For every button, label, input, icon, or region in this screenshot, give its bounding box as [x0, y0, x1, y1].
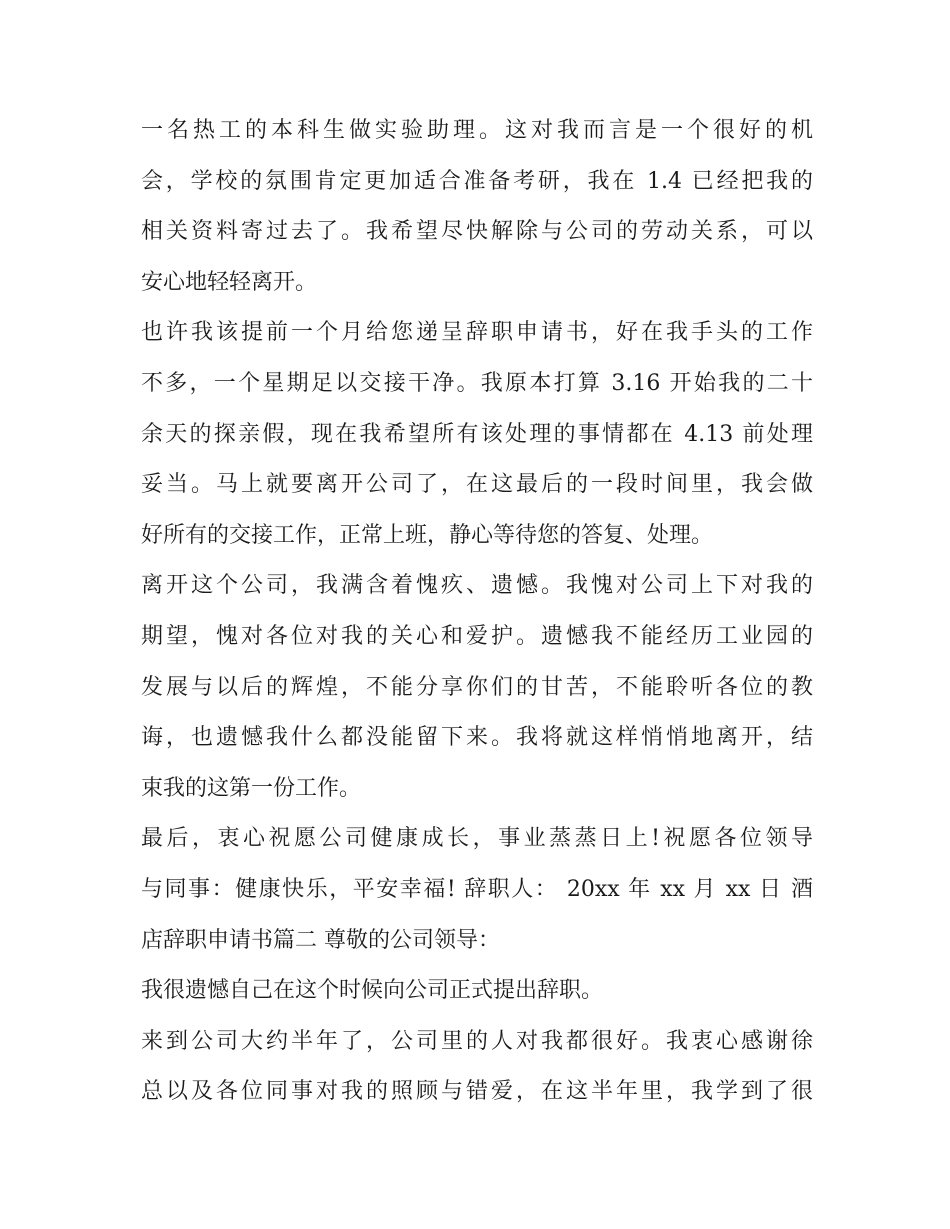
- text-line: 安心地轻轻离开。: [141, 269, 318, 295]
- text-line: 离开这个公司，我满含着愧疚、遗憾。我愧对公司上下对我的: [141, 573, 813, 599]
- text-line: 相关资料寄过去了。我希望尽快解除与公司的劳动关系，可以: [141, 219, 813, 245]
- text-line: 总以及各位同事对我的照顾与错爱，在这半年里，我学到了很: [141, 1079, 813, 1105]
- text-line: 来到公司大约半年了，公司里的人对我都很好。我衷心感谢徐: [141, 1028, 813, 1054]
- text-line: 妥当。马上就要离开公司了，在这最后的一段时间里，我会做: [141, 472, 813, 498]
- text-line: 与同事：健康快乐，平安幸福! 辞职人： 20xx 年 xx 月 xx 日 酒: [141, 876, 813, 902]
- text-line: 不多，一个星期足以交接干净。我原本打算 3.16 开始我的二十: [141, 370, 813, 396]
- text-line: 好所有的交接工作，正常上班，静心等待您的答复、处理。: [141, 522, 714, 548]
- text-line: 期望，愧对各位对我的关心和爱护。遗憾我不能经历工业园的: [141, 623, 813, 649]
- text-line: 店辞职申请书篇二 尊敬的公司领导：: [141, 927, 500, 953]
- text-line: 余天的探亲假，现在我希望所有该处理的事情都在 4.13 前处理: [141, 421, 813, 447]
- text-line: 一名热工的本科生做实验助理。这对我而言是一个很好的机: [141, 118, 813, 143]
- text-line: 束我的这第一份工作。: [141, 775, 362, 801]
- text-line: 发展与以后的辉煌，不能分享你们的甘苦，不能聆听各位的教: [141, 674, 813, 700]
- text-line: 会，学校的氛围肯定更加适合准备考研，我在 1.4 已经把我的: [141, 168, 813, 194]
- text-line: 我很遗憾自己在这个时候向公司正式提出辞职。: [141, 978, 604, 1004]
- text-line: 诲，也遗憾我什么都没能留下来。我将就这样悄悄地离开，结: [141, 725, 813, 751]
- text-line: 也许我该提前一个月给您递呈辞职申请书，好在我手头的工作: [141, 320, 813, 346]
- body-text: [141, 106, 813, 1118]
- text-line: 最后，衷心祝愿公司健康成长，事业蒸蒸日上!祝愿各位领导: [141, 826, 813, 852]
